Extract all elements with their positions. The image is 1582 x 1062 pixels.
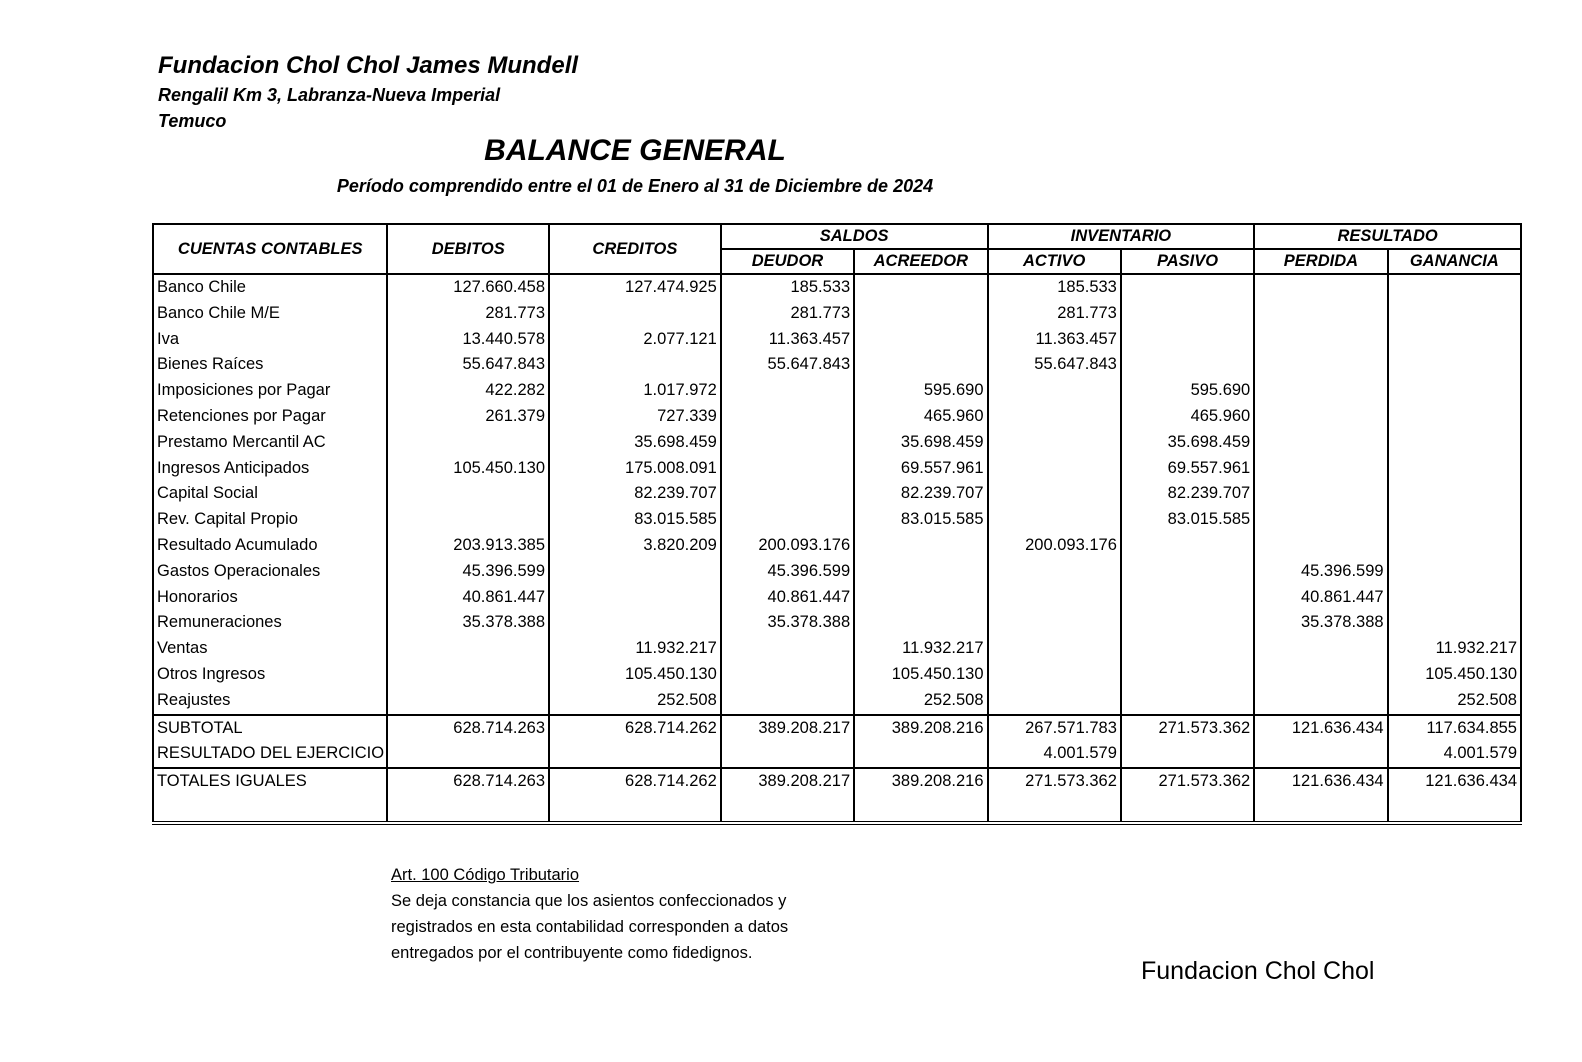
amount-cell: 82.239.707 — [1121, 481, 1254, 507]
amount-cell — [1388, 274, 1521, 301]
amount-cell: 200.093.176 — [988, 533, 1121, 559]
table-row — [153, 327, 1521, 353]
table-row — [153, 533, 1521, 559]
document-period: Período comprendido entre el 01 de Enero al 31 de Diciembre de 2024 — [336, 176, 934, 196]
amount-cell — [854, 327, 987, 353]
empty-cell — [387, 795, 549, 823]
amount-cell: 117.634.855 — [1388, 715, 1521, 742]
amount-cell — [1121, 352, 1254, 378]
account-name-cell: Capital Social — [153, 481, 387, 507]
amount-cell — [1388, 559, 1521, 585]
amount-cell — [721, 378, 854, 404]
amount-cell: 45.396.599 — [721, 559, 854, 585]
amount-cell — [1388, 378, 1521, 404]
amount-cell — [1254, 274, 1387, 301]
amount-cell — [1254, 378, 1387, 404]
amount-cell — [1254, 662, 1387, 688]
amount-cell: 105.450.130 — [1388, 662, 1521, 688]
balance-table — [152, 223, 1522, 825]
amount-cell — [1388, 456, 1521, 482]
amount-cell — [1254, 507, 1387, 533]
amount-cell: 389.208.217 — [721, 715, 854, 742]
legal-note-line: registrados en esta contabilidad corresponden a datos — [391, 918, 789, 936]
amount-cell — [988, 404, 1121, 430]
amount-cell — [1121, 274, 1254, 301]
account-name-cell: Ingresos Anticipados — [153, 456, 387, 482]
amount-cell — [1121, 585, 1254, 611]
amount-cell — [1388, 352, 1521, 378]
amount-cell — [988, 688, 1121, 715]
amount-cell: 203.913.385 — [387, 533, 549, 559]
legal-note — [391, 862, 788, 966]
table-row — [153, 430, 1521, 456]
amount-cell: 628.714.262 — [549, 768, 721, 795]
amount-cell: 35.378.388 — [721, 610, 854, 636]
amount-cell — [721, 456, 854, 482]
header-creditos: CREDITOS — [549, 224, 721, 274]
table-row — [153, 559, 1521, 585]
amount-cell — [988, 636, 1121, 662]
amount-cell: 281.773 — [721, 301, 854, 327]
amount-cell: 1.017.972 — [549, 378, 721, 404]
amount-cell: 252.508 — [1388, 688, 1521, 715]
amount-cell: 35.698.459 — [854, 430, 987, 456]
amount-cell — [854, 533, 987, 559]
amount-cell: 465.960 — [1121, 404, 1254, 430]
amount-cell — [1254, 430, 1387, 456]
document-title: BALANCE GENERAL — [484, 134, 786, 167]
amount-cell — [387, 688, 549, 715]
amount-cell — [1388, 585, 1521, 611]
result-row — [153, 741, 1521, 768]
amount-cell — [721, 662, 854, 688]
amount-cell: 389.208.217 — [721, 768, 854, 795]
amount-cell — [387, 636, 549, 662]
amount-cell: 185.533 — [721, 274, 854, 301]
amount-cell: 40.861.447 — [1254, 585, 1387, 611]
header-debitos: DEBITOS — [387, 224, 549, 274]
amount-cell: 13.440.578 — [387, 327, 549, 353]
empty-cell — [1388, 795, 1521, 823]
amount-cell — [988, 662, 1121, 688]
header-saldos: SALDOS — [721, 224, 988, 249]
account-name-cell: Gastos Operacionales — [153, 559, 387, 585]
amount-cell — [1388, 507, 1521, 533]
amount-cell — [1388, 533, 1521, 559]
account-name-cell: Banco Chile — [153, 274, 387, 301]
amount-cell: 69.557.961 — [854, 456, 987, 482]
amount-cell: 105.450.130 — [549, 662, 721, 688]
amount-cell — [387, 481, 549, 507]
empty-cell — [153, 795, 387, 823]
account-name-cell: Prestamo Mercantil AC — [153, 430, 387, 456]
amount-cell — [988, 456, 1121, 482]
amount-cell — [988, 481, 1121, 507]
amount-cell — [1121, 610, 1254, 636]
header-ganancia: GANANCIA — [1388, 249, 1521, 274]
amount-cell — [988, 507, 1121, 533]
amount-cell: 35.698.459 — [549, 430, 721, 456]
amount-cell: 105.450.130 — [387, 456, 549, 482]
account-name-cell: Remuneraciones — [153, 610, 387, 636]
amount-cell — [1121, 533, 1254, 559]
amount-cell: 175.008.091 — [549, 456, 721, 482]
table-row — [153, 481, 1521, 507]
account-name-cell: Bienes Raíces — [153, 352, 387, 378]
header-pasivo: PASIVO — [1121, 249, 1254, 274]
amount-cell: 83.015.585 — [854, 507, 987, 533]
amount-cell — [1388, 481, 1521, 507]
amount-cell — [988, 430, 1121, 456]
amount-cell — [854, 301, 987, 327]
amount-cell: 83.015.585 — [549, 507, 721, 533]
empty-cell — [721, 795, 854, 823]
amount-cell — [1254, 688, 1387, 715]
amount-cell — [1388, 404, 1521, 430]
amount-cell — [1121, 327, 1254, 353]
amount-cell — [387, 430, 549, 456]
amount-cell — [1254, 533, 1387, 559]
amount-cell: 40.861.447 — [721, 585, 854, 611]
amount-cell: 45.396.599 — [387, 559, 549, 585]
amount-cell: 11.932.217 — [1388, 636, 1521, 662]
amount-cell: 69.557.961 — [1121, 456, 1254, 482]
empty-cell — [1121, 795, 1254, 823]
legal-note-title: Art. 100 Código Tributario — [391, 866, 580, 884]
account-name-cell: SUBTOTAL — [153, 715, 387, 742]
amount-cell: 35.698.459 — [1121, 430, 1254, 456]
amount-cell — [988, 559, 1121, 585]
table-row — [153, 274, 1521, 301]
amount-cell: 55.647.843 — [721, 352, 854, 378]
account-name-cell: RESULTADO DEL EJERCICIO — [153, 741, 387, 768]
account-name-cell: Honorarios — [153, 585, 387, 611]
amount-cell: 35.378.388 — [1254, 610, 1387, 636]
amount-cell: 271.573.362 — [1121, 768, 1254, 795]
amount-cell — [854, 741, 987, 768]
header-acreedor: ACREEDOR — [854, 249, 987, 274]
amount-cell: 727.339 — [549, 404, 721, 430]
amount-cell — [1121, 741, 1254, 768]
amount-cell: 127.474.925 — [549, 274, 721, 301]
signature: Fundacion Chol Chol — [1141, 957, 1375, 985]
amount-cell: 628.714.263 — [387, 715, 549, 742]
empty-cell — [1254, 795, 1387, 823]
amount-cell — [721, 430, 854, 456]
header-inventario: INVENTARIO — [988, 224, 1255, 249]
header-deudor: DEUDOR — [721, 249, 854, 274]
amount-cell — [387, 507, 549, 533]
amount-cell — [721, 688, 854, 715]
table-row — [153, 636, 1521, 662]
organization-city: Temuco — [158, 111, 227, 131]
amount-cell: 82.239.707 — [549, 481, 721, 507]
amount-cell — [988, 610, 1121, 636]
amount-cell: 281.773 — [988, 301, 1121, 327]
table-row — [153, 688, 1521, 715]
table-closing-row — [153, 795, 1521, 823]
subtotal-row — [153, 715, 1521, 742]
table-row — [153, 404, 1521, 430]
amount-cell: 35.378.388 — [387, 610, 549, 636]
amount-cell: 4.001.579 — [988, 741, 1121, 768]
amount-cell: 2.077.121 — [549, 327, 721, 353]
amount-cell — [854, 559, 987, 585]
amount-cell: 82.239.707 — [854, 481, 987, 507]
amount-cell: 389.208.216 — [854, 715, 987, 742]
amount-cell: 83.015.585 — [1121, 507, 1254, 533]
amount-cell — [721, 481, 854, 507]
empty-cell — [988, 795, 1121, 823]
account-name-cell: Banco Chile M/E — [153, 301, 387, 327]
amount-cell: 271.573.362 — [1121, 715, 1254, 742]
table-row — [153, 378, 1521, 404]
table-row — [153, 507, 1521, 533]
amount-cell: 422.282 — [387, 378, 549, 404]
amount-cell: 11.363.457 — [988, 327, 1121, 353]
amount-cell — [1254, 327, 1387, 353]
amount-cell: 595.690 — [854, 378, 987, 404]
amount-cell: 55.647.843 — [988, 352, 1121, 378]
amount-cell: 267.571.783 — [988, 715, 1121, 742]
header-activo: ACTIVO — [988, 249, 1121, 274]
amount-cell: 252.508 — [854, 688, 987, 715]
organization-address: Rengalil Km 3, Labranza-Nueva Imperial — [158, 85, 501, 105]
amount-cell — [1121, 688, 1254, 715]
account-name-cell: Imposiciones por Pagar — [153, 378, 387, 404]
amount-cell: 45.396.599 — [1254, 559, 1387, 585]
amount-cell — [854, 352, 987, 378]
amount-cell: 55.647.843 — [387, 352, 549, 378]
amount-cell — [1121, 636, 1254, 662]
amount-cell — [988, 378, 1121, 404]
amount-cell — [854, 585, 987, 611]
account-name-cell: Rev. Capital Propio — [153, 507, 387, 533]
amount-cell: 3.820.209 — [549, 533, 721, 559]
amount-cell — [1254, 481, 1387, 507]
amount-cell: 200.093.176 — [721, 533, 854, 559]
balance-table-body — [153, 274, 1521, 823]
amount-cell — [721, 636, 854, 662]
amount-cell — [854, 610, 987, 636]
account-name-cell: Otros Ingresos — [153, 662, 387, 688]
amount-cell — [1388, 327, 1521, 353]
amount-cell — [549, 585, 721, 611]
amount-cell: 11.363.457 — [721, 327, 854, 353]
table-row — [153, 585, 1521, 611]
amount-cell — [854, 274, 987, 301]
amount-cell — [549, 301, 721, 327]
amount-cell: 121.636.434 — [1254, 715, 1387, 742]
amount-cell — [1254, 636, 1387, 662]
amount-cell — [721, 404, 854, 430]
table-row — [153, 456, 1521, 482]
amount-cell — [1121, 301, 1254, 327]
amount-cell: 185.533 — [988, 274, 1121, 301]
amount-cell: 595.690 — [1121, 378, 1254, 404]
amount-cell: 628.714.262 — [549, 715, 721, 742]
amount-cell: 40.861.447 — [387, 585, 549, 611]
amount-cell — [549, 352, 721, 378]
amount-cell — [1121, 559, 1254, 585]
amount-cell — [721, 507, 854, 533]
table-row — [153, 301, 1521, 327]
account-name-cell: Reajustes — [153, 688, 387, 715]
amount-cell — [549, 559, 721, 585]
amount-cell: 261.379 — [387, 404, 549, 430]
amount-cell — [549, 741, 721, 768]
amount-cell — [1254, 352, 1387, 378]
amount-cell — [721, 741, 854, 768]
amount-cell — [549, 610, 721, 636]
amount-cell: 121.636.434 — [1254, 768, 1387, 795]
amount-cell — [988, 585, 1121, 611]
account-name-cell: TOTALES IGUALES — [153, 768, 387, 795]
amount-cell: 105.450.130 — [854, 662, 987, 688]
account-name-cell: Ventas — [153, 636, 387, 662]
account-name-cell: Iva — [153, 327, 387, 353]
amount-cell: 127.660.458 — [387, 274, 549, 301]
account-name-cell: Retenciones por Pagar — [153, 404, 387, 430]
amount-cell — [1388, 301, 1521, 327]
table-row — [153, 662, 1521, 688]
amount-cell: 4.001.579 — [1388, 741, 1521, 768]
amount-cell: 11.932.217 — [549, 636, 721, 662]
header-resultado: RESULTADO — [1254, 224, 1521, 249]
amount-cell: 389.208.216 — [854, 768, 987, 795]
amount-cell — [1254, 301, 1387, 327]
empty-cell — [854, 795, 987, 823]
header-cuentas: CUENTAS CONTABLES — [153, 224, 387, 274]
amount-cell — [387, 662, 549, 688]
amount-cell: 11.932.217 — [854, 636, 987, 662]
table-row — [153, 352, 1521, 378]
amount-cell: 281.773 — [387, 301, 549, 327]
amount-cell — [1254, 404, 1387, 430]
header-perdida: PERDIDA — [1254, 249, 1387, 274]
account-name-cell: Resultado Acumulado — [153, 533, 387, 559]
table-row — [153, 610, 1521, 636]
organization-name: Fundacion Chol Chol James Mundell — [158, 52, 579, 79]
amount-cell: 628.714.263 — [387, 768, 549, 795]
amount-cell — [1254, 456, 1387, 482]
totals-row — [153, 768, 1521, 795]
legal-note-line: entregados por el contribuyente como fidedignos. — [391, 944, 753, 962]
amount-cell — [1254, 741, 1387, 768]
amount-cell: 252.508 — [549, 688, 721, 715]
amount-cell — [1388, 610, 1521, 636]
amount-cell: 465.960 — [854, 404, 987, 430]
empty-cell — [549, 795, 721, 823]
amount-cell: 271.573.362 — [988, 768, 1121, 795]
amount-cell: 121.636.434 — [1388, 768, 1521, 795]
amount-cell — [1388, 430, 1521, 456]
amount-cell — [1121, 662, 1254, 688]
legal-note-line: Se deja constancia que los asientos confeccionados y — [391, 892, 787, 910]
amount-cell — [387, 741, 549, 768]
